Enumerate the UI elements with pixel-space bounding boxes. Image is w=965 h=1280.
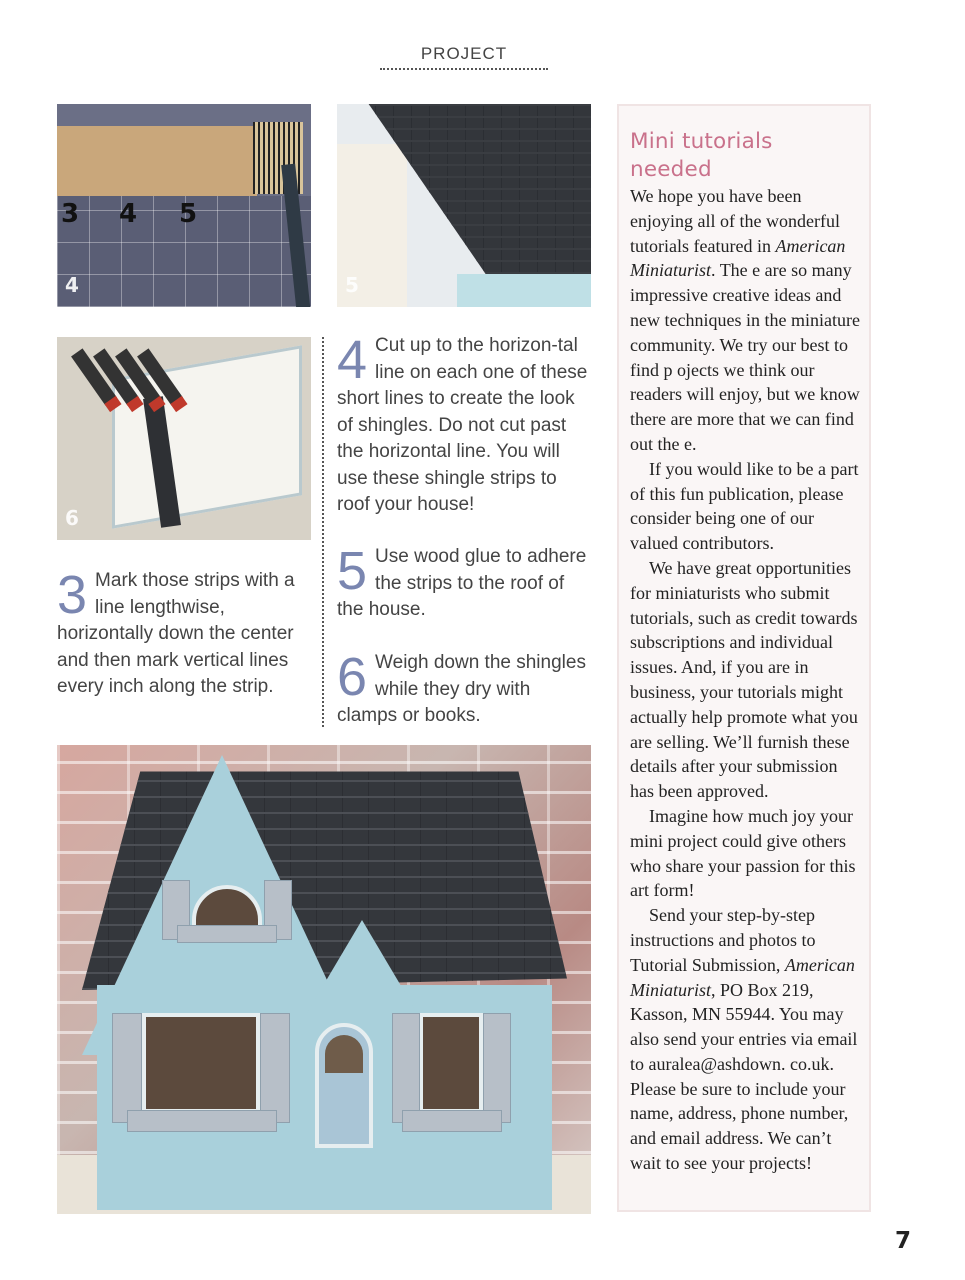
text-run: . The e are so many impressive creative ideas and new techniques in the miniature community. We try our best to find p ojects we think our readers will enjoy, but we know there are more that we can find out the e. [630, 260, 860, 454]
step-number: 3 [57, 565, 88, 625]
sidebar-paragraph [630, 903, 861, 1176]
page-number: 7 [895, 1228, 912, 1254]
step-5-photo [337, 104, 591, 307]
step-4-photo [57, 104, 311, 307]
finished-dollhouse-photo [57, 745, 591, 1214]
photo-number: 6 [65, 506, 79, 530]
step-text: Weigh down the shingles while they dry with clamps or books. [337, 652, 586, 726]
dotted-divider [322, 337, 324, 727]
step-text: Mark those strips with a line lengthwise, horizontally down the center and then mark vertical lines every inch along the strip. [57, 570, 295, 697]
sidebar-box [617, 104, 871, 1212]
publication-name: American Miniaturist [630, 235, 846, 281]
sidebar-paragraph: If you would like to be a part of this fun publication, please consider being one of our valued contributors. [630, 458, 859, 554]
window [419, 1013, 483, 1113]
step-text: Use wood glue to adhere the strips to the roof of the house. [337, 546, 587, 620]
flower-box [127, 1110, 277, 1132]
flower-box [177, 925, 277, 943]
door-window [325, 1035, 363, 1073]
text-run: We hope you have been enjoying all of the wonderful tutorials featured in [630, 186, 840, 256]
step-text: Cut up to the horizon-tal line on each one of these short lines to create the look of shingles. Do not cut past the horizontal line. You will use these shingle strips to roof your house! [337, 335, 588, 515]
shutter [260, 1013, 290, 1123]
step-4 [337, 330, 591, 519]
shutter [112, 1013, 142, 1123]
step-number: 6 [337, 647, 368, 707]
photo-number: 4 [65, 273, 79, 297]
front-door [315, 1023, 373, 1148]
window [142, 1013, 260, 1113]
flower-box [402, 1110, 502, 1132]
shutter [483, 1013, 511, 1123]
sidebar-title: Mini tutorials needed [630, 129, 773, 182]
step-5 [337, 541, 591, 624]
mat-number: 3 [61, 199, 80, 229]
mat-number: 5 [179, 199, 198, 229]
sidebar-paragraph [630, 184, 861, 457]
shutter [392, 1013, 420, 1123]
house-wall [457, 274, 591, 307]
step-6-photo [57, 337, 311, 540]
step-6 [337, 647, 591, 730]
text-run: Send your step-by-step instructions and photos to Tutorial Submission, [630, 905, 816, 975]
publication-name: American Miniaturist [630, 954, 855, 1000]
section-label: PROJECT [380, 44, 548, 70]
step-number: 4 [337, 330, 368, 390]
sidebar-paragraph: Imagine how much joy your mini project could give others who share your passion for this art form! [630, 805, 856, 901]
photo-number: 5 [345, 273, 359, 297]
sidebar-paragraph: We have great opportunities for miniaturists who submit tutorials, such as credit towards subscriptions and individual issues. And, if you are in business, your tutorials might actually help promote what you are selling. We’ll furnish these details after your submission has been approved. [630, 557, 858, 802]
text-run: , PO Box 219, Kasson, MN 55944. You may also send your entries via email to auralea@ashdown. co.uk. Please be sure to include your name, address, phone number, and email address. We can’t wait to see your projects! [630, 979, 858, 1174]
mat-number: 4 [119, 199, 138, 229]
step-number: 5 [337, 541, 368, 601]
step-3 [57, 565, 307, 701]
cardboard-strip [57, 126, 257, 196]
